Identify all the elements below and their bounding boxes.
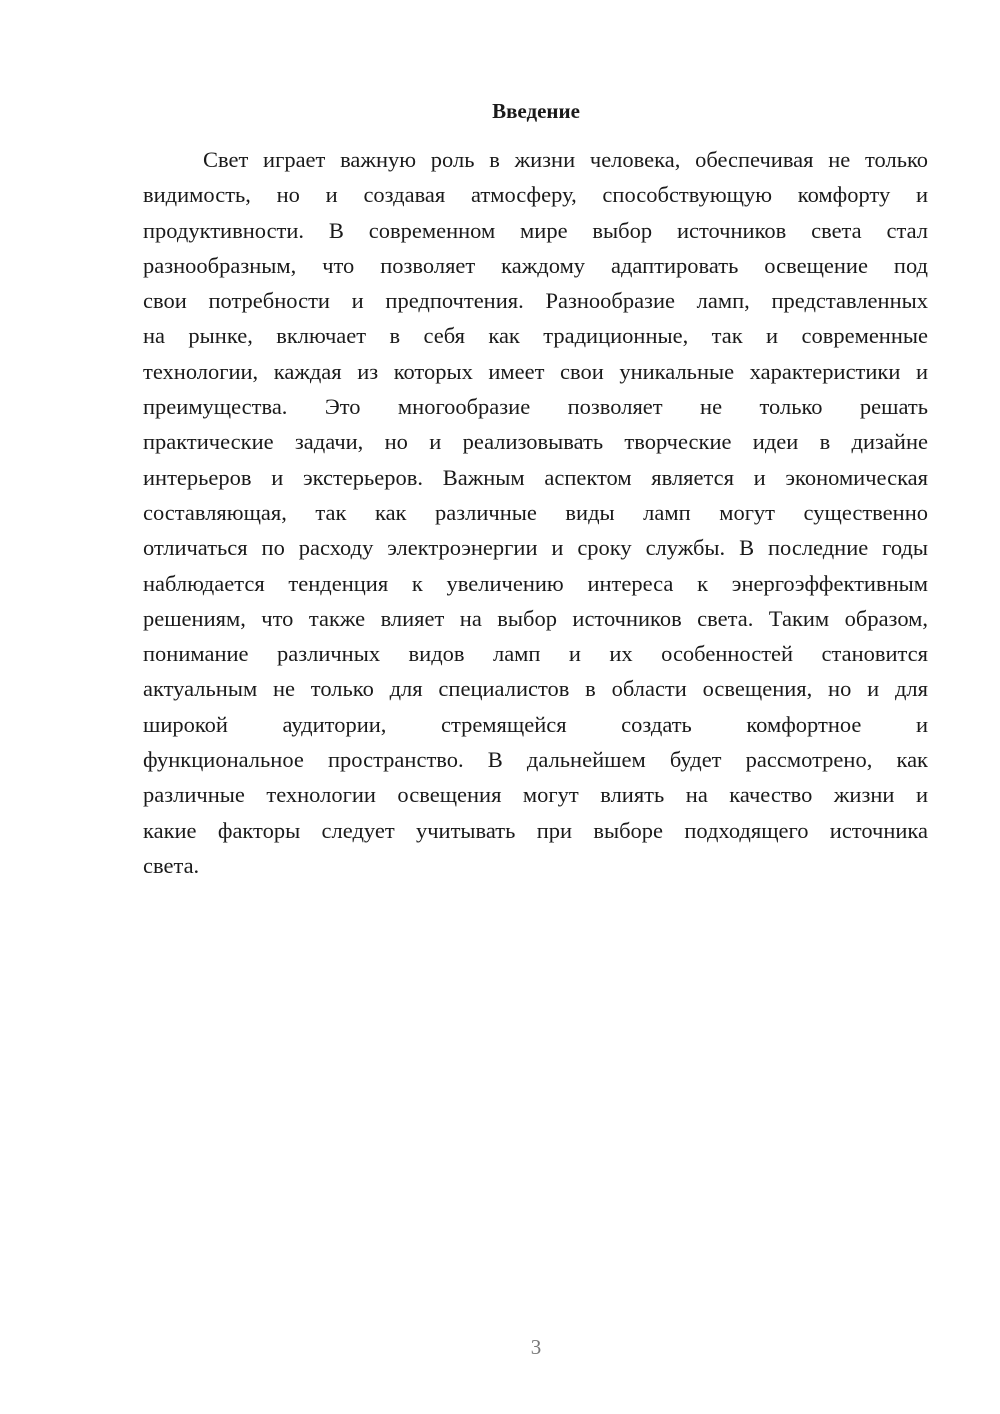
- paragraph-line: на рынке, включает в себя как традиционные, так и современные: [143, 323, 928, 349]
- paragraph-line: преимущества. Это многообразие позволяет не только решать: [143, 394, 928, 420]
- paragraph-line: технологии, каждая из которых имеет свои уникальные характеристики и: [143, 358, 928, 384]
- paragraph-line: видимость, но и создавая атмосферу, способствующую комфорту и: [143, 182, 928, 208]
- paragraph-line: наблюдается тенденция к увеличению интереса к энергоэффективным: [143, 570, 928, 596]
- introduction-paragraph: [143, 142, 928, 883]
- paragraph-line: отличаться по расходу электроэнергии и сроку службы. В последние годы: [143, 535, 928, 561]
- paragraph-line: актуальным не только для специалистов в области освещения, но и для: [143, 676, 928, 702]
- paragraph-line: разнообразным, что позволяет каждому адаптировать освещение под: [143, 252, 928, 278]
- paragraph-line: света.: [143, 852, 200, 878]
- paragraph-line: продуктивности. В современном мире выбор источников света стал: [143, 217, 928, 243]
- paragraph-line: составляющая, так как различные виды ламп могут существенно: [143, 499, 928, 525]
- paragraph-line: понимание различных видов ламп и их особенностей становится: [143, 641, 928, 667]
- paragraph-line: широкой аудитории, стремящейся создать комфортное и: [143, 711, 928, 737]
- paragraph-line: Свет играет важную роль в жизни человека, обеспечивая не только: [203, 147, 928, 172]
- section-heading: Введение: [492, 99, 580, 123]
- paragraph-line: различные технологии освещения могут влиять на качество жизни и: [143, 782, 928, 808]
- paragraph-line: функциональное пространство. В дальнейшем будет рассмотрено, как: [143, 747, 928, 773]
- paragraph-line: свои потребности и предпочтения. Разнообразие ламп, представленных: [143, 288, 928, 314]
- paragraph-line: решениям, что также влияет на выбор источников света. Таким образом,: [143, 605, 928, 631]
- page-number: 3: [530, 1335, 542, 1359]
- paragraph-line: интерьеров и экстерьеров. Важным аспектом является и экономическая: [143, 464, 928, 490]
- paragraph-line: какие факторы следует учитывать при выборе подходящего источника: [143, 817, 928, 843]
- paragraph-line: практические задачи, но и реализовывать творческие идеи в дизайне: [143, 429, 928, 455]
